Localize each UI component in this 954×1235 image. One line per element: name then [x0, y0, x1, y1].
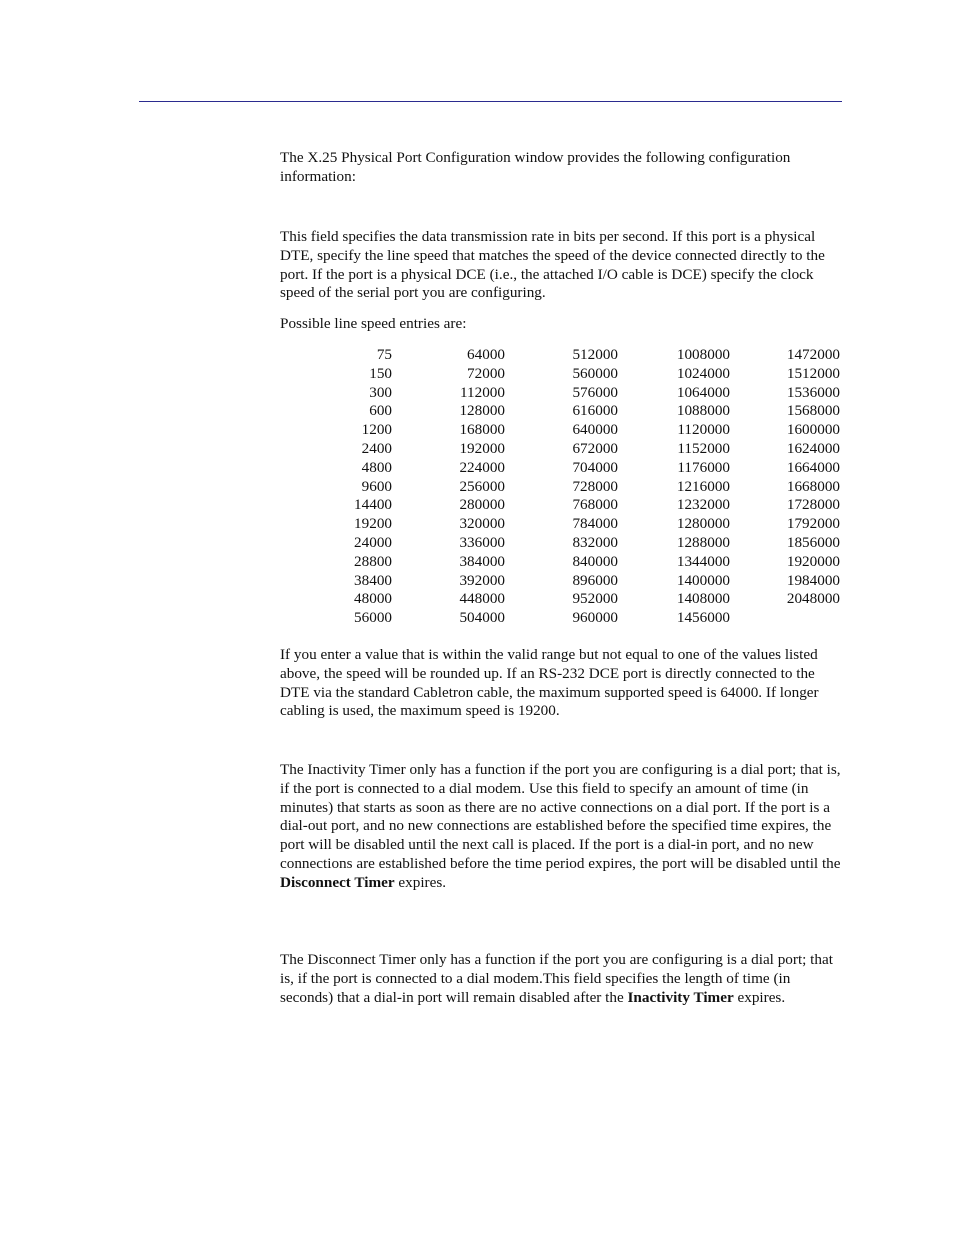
- speed-value: 512000: [572, 346, 618, 363]
- speed-value: 576000: [572, 383, 618, 401]
- speed-value: 1536000: [786, 383, 840, 401]
- line-speed-description: This field specifies the data transmission rate in bits per second. If this port is a physical DTE, specify the line speed that matches the speed of the device connected directly to the port. If the port is a physical DCE (i.e., the attached I/O cable is DCE) specify the clock speed of the serial port you are configuring.: [280, 228, 825, 302]
- speed-row: [280, 496, 842, 515]
- speed-value: 640000: [572, 421, 618, 439]
- speed-value: 1400000: [676, 571, 730, 589]
- speed-value: 2400: [361, 439, 392, 457]
- speed-value: 384000: [459, 552, 505, 570]
- speed-value: 280000: [459, 496, 505, 514]
- speed-value: 1856000: [786, 533, 840, 551]
- speed-value: 1024000: [676, 364, 730, 382]
- disconnect-timer-reference: Disconnect Timer: [280, 873, 395, 891]
- speed-value: 1664000: [786, 458, 840, 476]
- speed-value: 14400: [354, 496, 392, 514]
- speed-value: 448000: [459, 590, 505, 608]
- inactivity-timer-reference: Inactivity Timer: [627, 988, 734, 1006]
- possible-speeds-label: Possible line speed entries are:: [280, 315, 467, 332]
- speed-value: 840000: [572, 552, 618, 570]
- speed-row: [280, 346, 842, 365]
- speed-value: 150: [369, 364, 392, 382]
- speed-row: [280, 365, 842, 384]
- speed-value: 48000: [354, 590, 392, 608]
- speed-row: [280, 384, 842, 403]
- speed-row: [280, 515, 842, 534]
- intro-paragraph: The X.25 Physical Port Configuration window provides the following configuration information:: [280, 149, 791, 185]
- speed-value: 19200: [354, 515, 392, 533]
- speed-value: 72000: [467, 364, 505, 382]
- speed-value: 320000: [459, 515, 505, 533]
- speed-value: 1288000: [676, 533, 730, 551]
- speed-value: 960000: [572, 609, 618, 627]
- speed-value: 24000: [354, 533, 392, 551]
- speed-row: [280, 459, 842, 478]
- speed-value: 1600000: [786, 421, 840, 439]
- disconnect-timer-paragraph: [280, 951, 842, 1007]
- speed-value: 1456000: [676, 609, 730, 627]
- speed-row: [280, 478, 842, 497]
- speed-value: 1568000: [786, 402, 840, 420]
- speed-value: 616000: [572, 402, 618, 420]
- speed-row: [280, 402, 842, 421]
- speed-value: 832000: [572, 533, 618, 551]
- speed-value: 168000: [459, 421, 505, 439]
- inactivity-timer-paragraph: [280, 761, 842, 893]
- speed-value: 1728000: [786, 496, 840, 514]
- speed-value: 1120000: [677, 421, 730, 439]
- speed-value: 1232000: [676, 496, 730, 514]
- speed-value: 256000: [459, 477, 505, 495]
- speed-value: 704000: [572, 458, 618, 476]
- speed-value: 1344000: [676, 552, 730, 570]
- speed-value: 1152000: [677, 439, 730, 457]
- speed-value: 560000: [572, 364, 618, 382]
- line-speed-table: [280, 346, 842, 628]
- header-rule: [139, 101, 842, 102]
- speed-value: 336000: [459, 533, 505, 551]
- speed-value: 768000: [572, 496, 618, 514]
- speed-value: 1176000: [677, 458, 730, 476]
- speed-value: 1408000: [676, 590, 730, 608]
- speed-value: 1280000: [676, 515, 730, 533]
- speed-value: 9600: [361, 477, 392, 495]
- speed-value: 224000: [459, 458, 505, 476]
- speed-value: 600: [369, 402, 392, 420]
- speed-value: 300: [369, 383, 392, 401]
- speed-row: [280, 440, 842, 459]
- speed-value: 1984000: [786, 571, 840, 589]
- speed-value: 952000: [572, 590, 618, 608]
- inactivity-timer-tail: expires.: [394, 873, 447, 891]
- speed-value: 38400: [354, 571, 392, 589]
- disconnect-timer-text: The Disconnect Timer only has a function if the port you are configuring is a dial port; that is, if the port is connected to a dial modem.This field specifies the length of time (in seconds) that a dial-in port will remain disabled after the: [280, 951, 833, 1006]
- speed-value: 1472000: [786, 346, 840, 363]
- speed-row: [280, 421, 842, 440]
- speed-value: 2048000: [786, 590, 840, 608]
- speed-value: 672000: [572, 439, 618, 457]
- speed-value: 1920000: [786, 552, 840, 570]
- speed-value: 112000: [460, 383, 505, 401]
- speed-value: 1064000: [676, 383, 730, 401]
- speed-value: 1512000: [786, 364, 840, 382]
- rounding-note: If you enter a value that is within the valid range but not equal to one of the values listed above, the speed will be rounded up. If an RS-232 DCE port is directly connected to the DTE via the standard Cabletron cable, the maximum supported speed is 64000. If longer cabling is used, the maximum speed is 19200.: [280, 646, 819, 720]
- speed-row: [280, 572, 842, 591]
- speed-value: 1200: [361, 421, 392, 439]
- speed-value: 1792000: [786, 515, 840, 533]
- speed-value: 192000: [459, 439, 505, 457]
- speed-value: 128000: [459, 402, 505, 420]
- speed-value: 504000: [459, 609, 505, 627]
- inactivity-timer-text: The Inactivity Timer only has a function if the port you are configuring is a dial port; that is, if the port is connected to a dial modem. Use this field to specify an amount of time (in minutes) that starts as soon as there are no active connections on a dial port. If the port is a dial-out port, and no new connections are established before the specified time expires, the port will be disabled until the next call is placed. If the port is a dial-in port, and no new connections are established before the time period expires, the port will be disabled until the: [280, 761, 841, 872]
- speed-row: [280, 534, 842, 553]
- speed-value: 784000: [572, 515, 618, 533]
- speed-value: 392000: [459, 571, 505, 589]
- speed-row: [280, 553, 842, 572]
- speed-value: 1008000: [676, 346, 730, 363]
- speed-value: 1216000: [676, 477, 730, 495]
- speed-value: 75: [376, 346, 392, 363]
- speed-value: 896000: [572, 571, 618, 589]
- speed-value: 1624000: [786, 439, 840, 457]
- speed-value: 728000: [572, 477, 618, 495]
- speed-value: 4800: [361, 458, 392, 476]
- speed-value: 28800: [354, 552, 392, 570]
- speed-row: [280, 590, 842, 609]
- speed-value: 64000: [467, 346, 505, 363]
- speed-row: [280, 609, 842, 628]
- speed-value: 56000: [354, 609, 392, 627]
- speed-value: 1668000: [786, 477, 840, 495]
- speed-value: 1088000: [676, 402, 730, 420]
- disconnect-timer-tail: expires.: [733, 988, 786, 1006]
